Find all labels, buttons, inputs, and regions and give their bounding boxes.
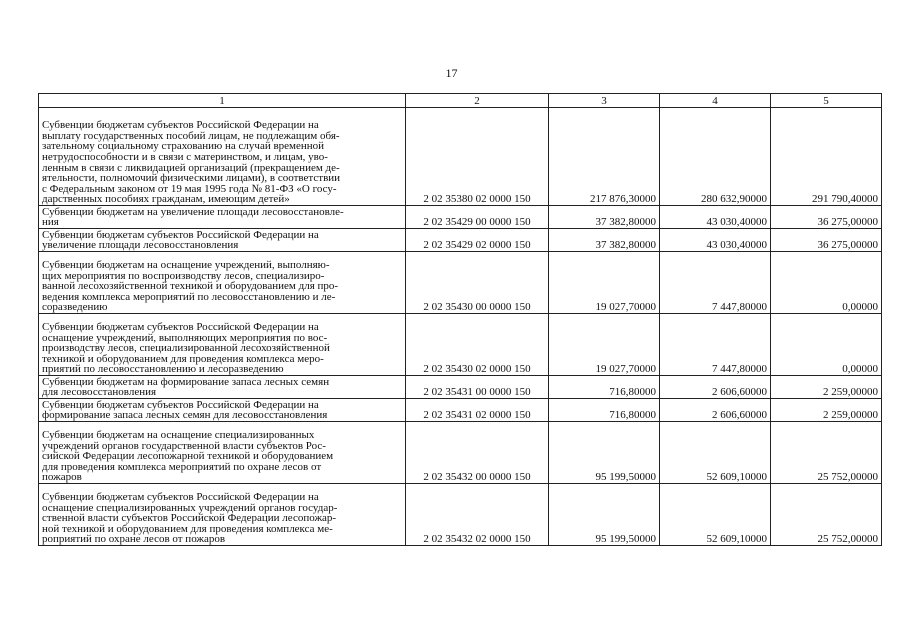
value-cell-col5: 0,00000 — [771, 252, 882, 314]
row-description — [39, 252, 406, 314]
value-cell-col4: 43 030,40000 — [660, 229, 771, 252]
budget-code-cell: 2 02 35431 02 0000 150 — [406, 399, 549, 422]
description-line: ванной лесохозяйственной техникой и оборудованием для про- — [42, 280, 339, 293]
description-line: техникой и оборудованием для проведения комплекса меро- — [42, 352, 324, 365]
table-row — [39, 314, 882, 376]
description-line: Субвенции бюджетам субъектов Российской Федерации на — [42, 491, 319, 504]
description-line: ной техникой и оборудованием для проведения комплекса ме- — [42, 522, 333, 535]
description-line: Субвенции бюджетам субъектов Российской Федерации на — [42, 228, 319, 241]
value-cell-col3: 716,80000 — [549, 376, 660, 399]
value-cell-col4: 7 447,80000 — [660, 252, 771, 314]
description-line: ственной власти субъектов Российской Федерации лесопожар- — [42, 512, 337, 525]
description-line: роприятий по охране лесов от пожаров — [42, 533, 226, 546]
row-description — [39, 376, 406, 399]
budget-code-cell: 2 02 35432 02 0000 150 — [406, 484, 549, 546]
description-line: Субвенции бюджетам субъектов Российской Федерации на — [42, 321, 319, 334]
table-row — [39, 376, 882, 399]
description-line: Субвенции бюджетам на оснащение учреждений, выполняю- — [42, 259, 330, 272]
description-line: для лесовосстановления — [42, 386, 157, 399]
description-line: Субвенции бюджетам на оснащение специализированных — [42, 429, 315, 442]
value-cell-col5: 2 259,00000 — [771, 399, 882, 422]
description-line: выплату государственных пособий лицам, не подлежащим обя- — [42, 129, 340, 142]
budget-code-cell: 2 02 35431 00 0000 150 — [406, 376, 549, 399]
budget-code-cell: 2 02 35429 02 0000 150 — [406, 229, 549, 252]
description-line: Субвенции бюджетам на формирование запаса лесных семян — [42, 375, 330, 388]
description-line: Субвенции бюджетам субъектов Российской Федерации на — [42, 119, 319, 132]
value-cell-col4: 52 609,10000 — [660, 484, 771, 546]
description-line: ния — [42, 216, 59, 229]
description-line: приятий по лесовосстановлению и лесоразведению — [42, 363, 284, 376]
value-cell-col3: 19 027,70000 — [549, 252, 660, 314]
budget-table — [38, 93, 882, 546]
value-cell-col4: 2 606,60000 — [660, 399, 771, 422]
column-header-4: 4 — [660, 94, 771, 108]
value-cell-col5: 25 752,00000 — [771, 484, 882, 546]
value-cell-col5: 291 790,40000 — [771, 108, 882, 206]
table-row — [39, 399, 882, 422]
table-row — [39, 229, 882, 252]
value-cell-col3: 95 199,50000 — [549, 484, 660, 546]
description-line: с Федеральным законом от 19 мая 1995 года № 81-ФЗ «О госу- — [42, 182, 337, 195]
value-cell-col3: 19 027,70000 — [549, 314, 660, 376]
table-row — [39, 206, 882, 229]
budget-code-cell: 2 02 35430 02 0000 150 — [406, 314, 549, 376]
table-row — [39, 484, 882, 546]
value-cell-col4: 43 030,40000 — [660, 206, 771, 229]
description-line: для проведения комплекса мероприятий по охране лесов от — [42, 460, 322, 473]
value-cell-col3: 217 876,30000 — [549, 108, 660, 206]
description-line: пожаров — [42, 471, 82, 484]
table-row — [39, 108, 882, 206]
row-description — [39, 206, 406, 229]
budget-code-cell: 2 02 35432 00 0000 150 — [406, 422, 549, 484]
table-row — [39, 252, 882, 314]
header-row — [39, 94, 882, 108]
value-cell-col4: 280 632,90000 — [660, 108, 771, 206]
table-body — [39, 108, 882, 546]
description-line: сийской Федерации лесопожарной техникой и оборудованием — [42, 450, 334, 463]
description-line: щих мероприятия по воспроизводству лесов, специализиро- — [42, 269, 325, 282]
description-line: дарственных пособиях гражданам, имеющим детей» — [42, 193, 290, 206]
budget-code-cell: 2 02 35380 02 0000 150 — [406, 108, 549, 206]
description-line: Субвенции бюджетам субъектов Российской Федерации на — [42, 398, 319, 411]
description-line: нетрудоспособности и в связи с материнством, и лицам, уво- — [42, 151, 328, 164]
column-header-1: 1 — [39, 94, 406, 108]
value-cell-col4: 2 606,60000 — [660, 376, 771, 399]
description-line: зательному социальному страхованию на случай временной — [42, 140, 325, 153]
value-cell-col5: 0,00000 — [771, 314, 882, 376]
value-cell-col4: 52 609,10000 — [660, 422, 771, 484]
row-description — [39, 399, 406, 422]
description-line: ведения комплекса мероприятий по лесовосстановлению и ле- — [42, 290, 336, 303]
budget-code-cell: 2 02 35429 00 0000 150 — [406, 206, 549, 229]
description-line: увеличение площади лесовосстановления — [42, 239, 239, 252]
value-cell-col3: 95 199,50000 — [549, 422, 660, 484]
description-line: соразведению — [42, 301, 108, 314]
value-cell-col3: 37 382,80000 — [549, 229, 660, 252]
description-line: ятельности, полномочий физическими лицами), в соответствии — [42, 172, 341, 185]
row-description — [39, 422, 406, 484]
value-cell-col3: 37 382,80000 — [549, 206, 660, 229]
column-header-3: 3 — [549, 94, 660, 108]
value-cell-col5: 36 275,00000 — [771, 229, 882, 252]
value-cell-col5: 36 275,00000 — [771, 206, 882, 229]
row-description — [39, 484, 406, 546]
description-line: учреждений органов государственной власти субъектов Рос- — [42, 439, 326, 452]
description-line: Субвенции бюджетам на увеличение площади лесовосстановле- — [42, 205, 344, 218]
description-line: оснащение специализированных учреждений органов государ- — [42, 501, 338, 514]
row-description — [39, 108, 406, 206]
description-line: оснащение учреждений, выполняющих мероприятия по вос- — [42, 331, 328, 344]
value-cell-col3: 716,80000 — [549, 399, 660, 422]
page-number: 17 — [445, 66, 458, 80]
value-cell-col4: 7 447,80000 — [660, 314, 771, 376]
description-line: формирование запаса лесных семян для лесовосстановления — [42, 409, 328, 422]
table-row — [39, 422, 882, 484]
column-header-5: 5 — [771, 94, 882, 108]
value-cell-col5: 2 259,00000 — [771, 376, 882, 399]
description-line: производству лесов, специализированной лесохозяйственной — [42, 342, 330, 355]
column-header-2: 2 — [406, 94, 549, 108]
description-line: ленным в связи с ликвидацией организаций (прекращением де- — [42, 161, 340, 174]
row-description — [39, 314, 406, 376]
budget-code-cell: 2 02 35430 00 0000 150 — [406, 252, 549, 314]
value-cell-col5: 25 752,00000 — [771, 422, 882, 484]
row-description — [39, 229, 406, 252]
